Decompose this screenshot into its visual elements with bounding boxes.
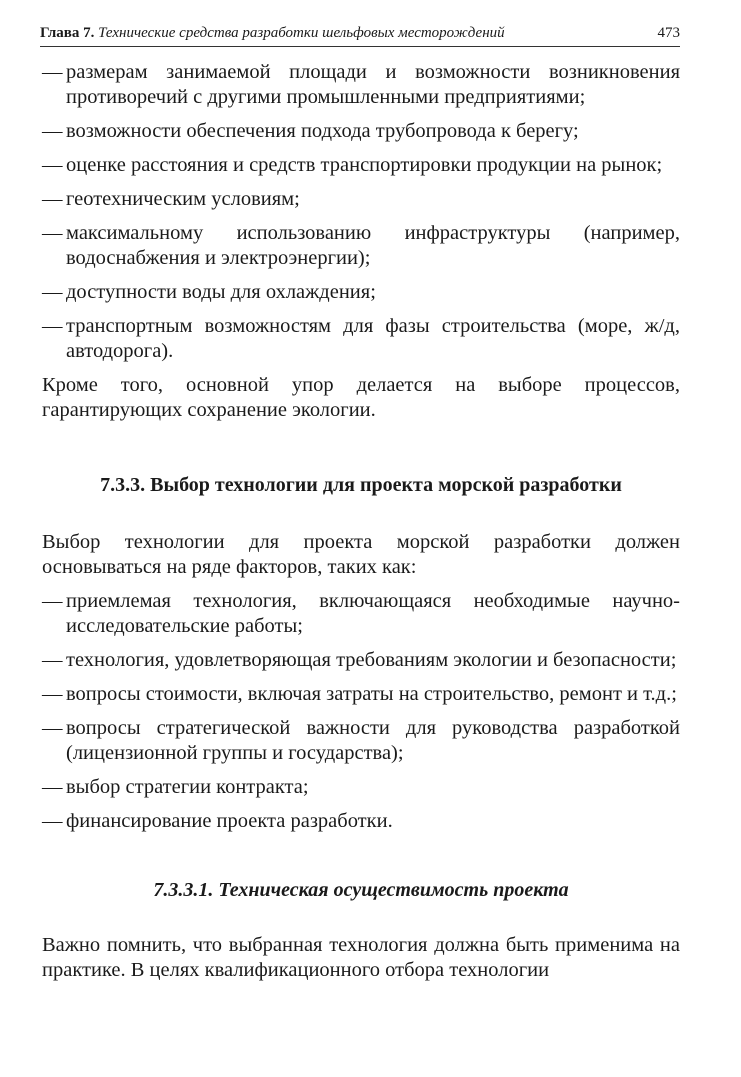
chapter-title: Технические средства разработки шельфовых месторождений — [98, 25, 505, 41]
list-item: — приемлемая технология, включающаяся необходимые научно-исследовательские работы; — [42, 590, 680, 637]
dash-marker: — — [42, 188, 63, 210]
list-item: — оценке расстояния и средств транспортировки продукции на рынок; — [42, 154, 663, 176]
dash-marker: — — [42, 281, 63, 303]
subsection-heading: 7.3.3.1. Техническая осуществимость проекта — [153, 879, 569, 901]
list-item: — максимальному использованию инфраструктуры (например, водоснабжения и электроэнергии); — [42, 222, 680, 269]
list-item: — размерам занимаемой площади и возможности возникновения противоречий с другими промышленными предприятиями; — [42, 61, 680, 108]
list-item: — выбор стратегии контракта; — [42, 776, 309, 798]
page-number: 473 — [657, 25, 680, 41]
list-item: — финансирование проекта разработки. — [42, 810, 393, 832]
paragraph: Выбор технологии для проекта морской разработки должен основываться на ряде факторов, таких как: — [42, 531, 680, 578]
dash-marker: — — [42, 649, 63, 671]
dash-marker: — — [42, 810, 63, 832]
dash-marker: — — [42, 61, 63, 83]
dash-marker: — — [42, 717, 63, 739]
list-item: — доступности воды для охлаждения; — [42, 281, 376, 303]
dash-marker: — — [42, 776, 63, 798]
paragraph: Кроме того, основной упор делается на выборе процессов, гарантирующих сохранение экологии. — [42, 374, 680, 421]
requirements-list — [42, 60, 680, 364]
chapter-label: Глава 7. — [40, 25, 95, 41]
list-item: — технология, удовлетворяющая требованиям экологии и безопасности; — [42, 649, 677, 671]
dash-marker: — — [42, 222, 63, 244]
list-item: — транспортным возможностям для фазы строительства (море, ж/д, автодорога). — [42, 315, 680, 362]
section-heading: 7.3.3. Выбор технологии для проекта морской разработки — [100, 474, 622, 496]
paragraph: Важно помнить, что выбранная технология должна быть применима на практике. В целях квалификационного отбора технологии — [42, 934, 680, 981]
factors-list — [42, 589, 680, 834]
page-body — [42, 60, 680, 992]
list-item: — вопросы стратегической важности для руководства разработкой (лицензионной группы и государства); — [42, 717, 680, 764]
dash-marker: — — [42, 683, 63, 705]
list-item: — вопросы стоимости, включая затраты на строительство, ремонт и т.д.; — [42, 683, 677, 705]
dash-marker: — — [42, 120, 63, 142]
running-header — [40, 20, 680, 47]
list-item: — геотехническим условиям; — [42, 188, 300, 210]
dash-marker: — — [42, 590, 63, 612]
dash-marker: — — [42, 315, 63, 337]
dash-marker: — — [42, 154, 63, 176]
list-item: — возможности обеспечения подхода трубопровода к берегу; — [42, 120, 579, 142]
